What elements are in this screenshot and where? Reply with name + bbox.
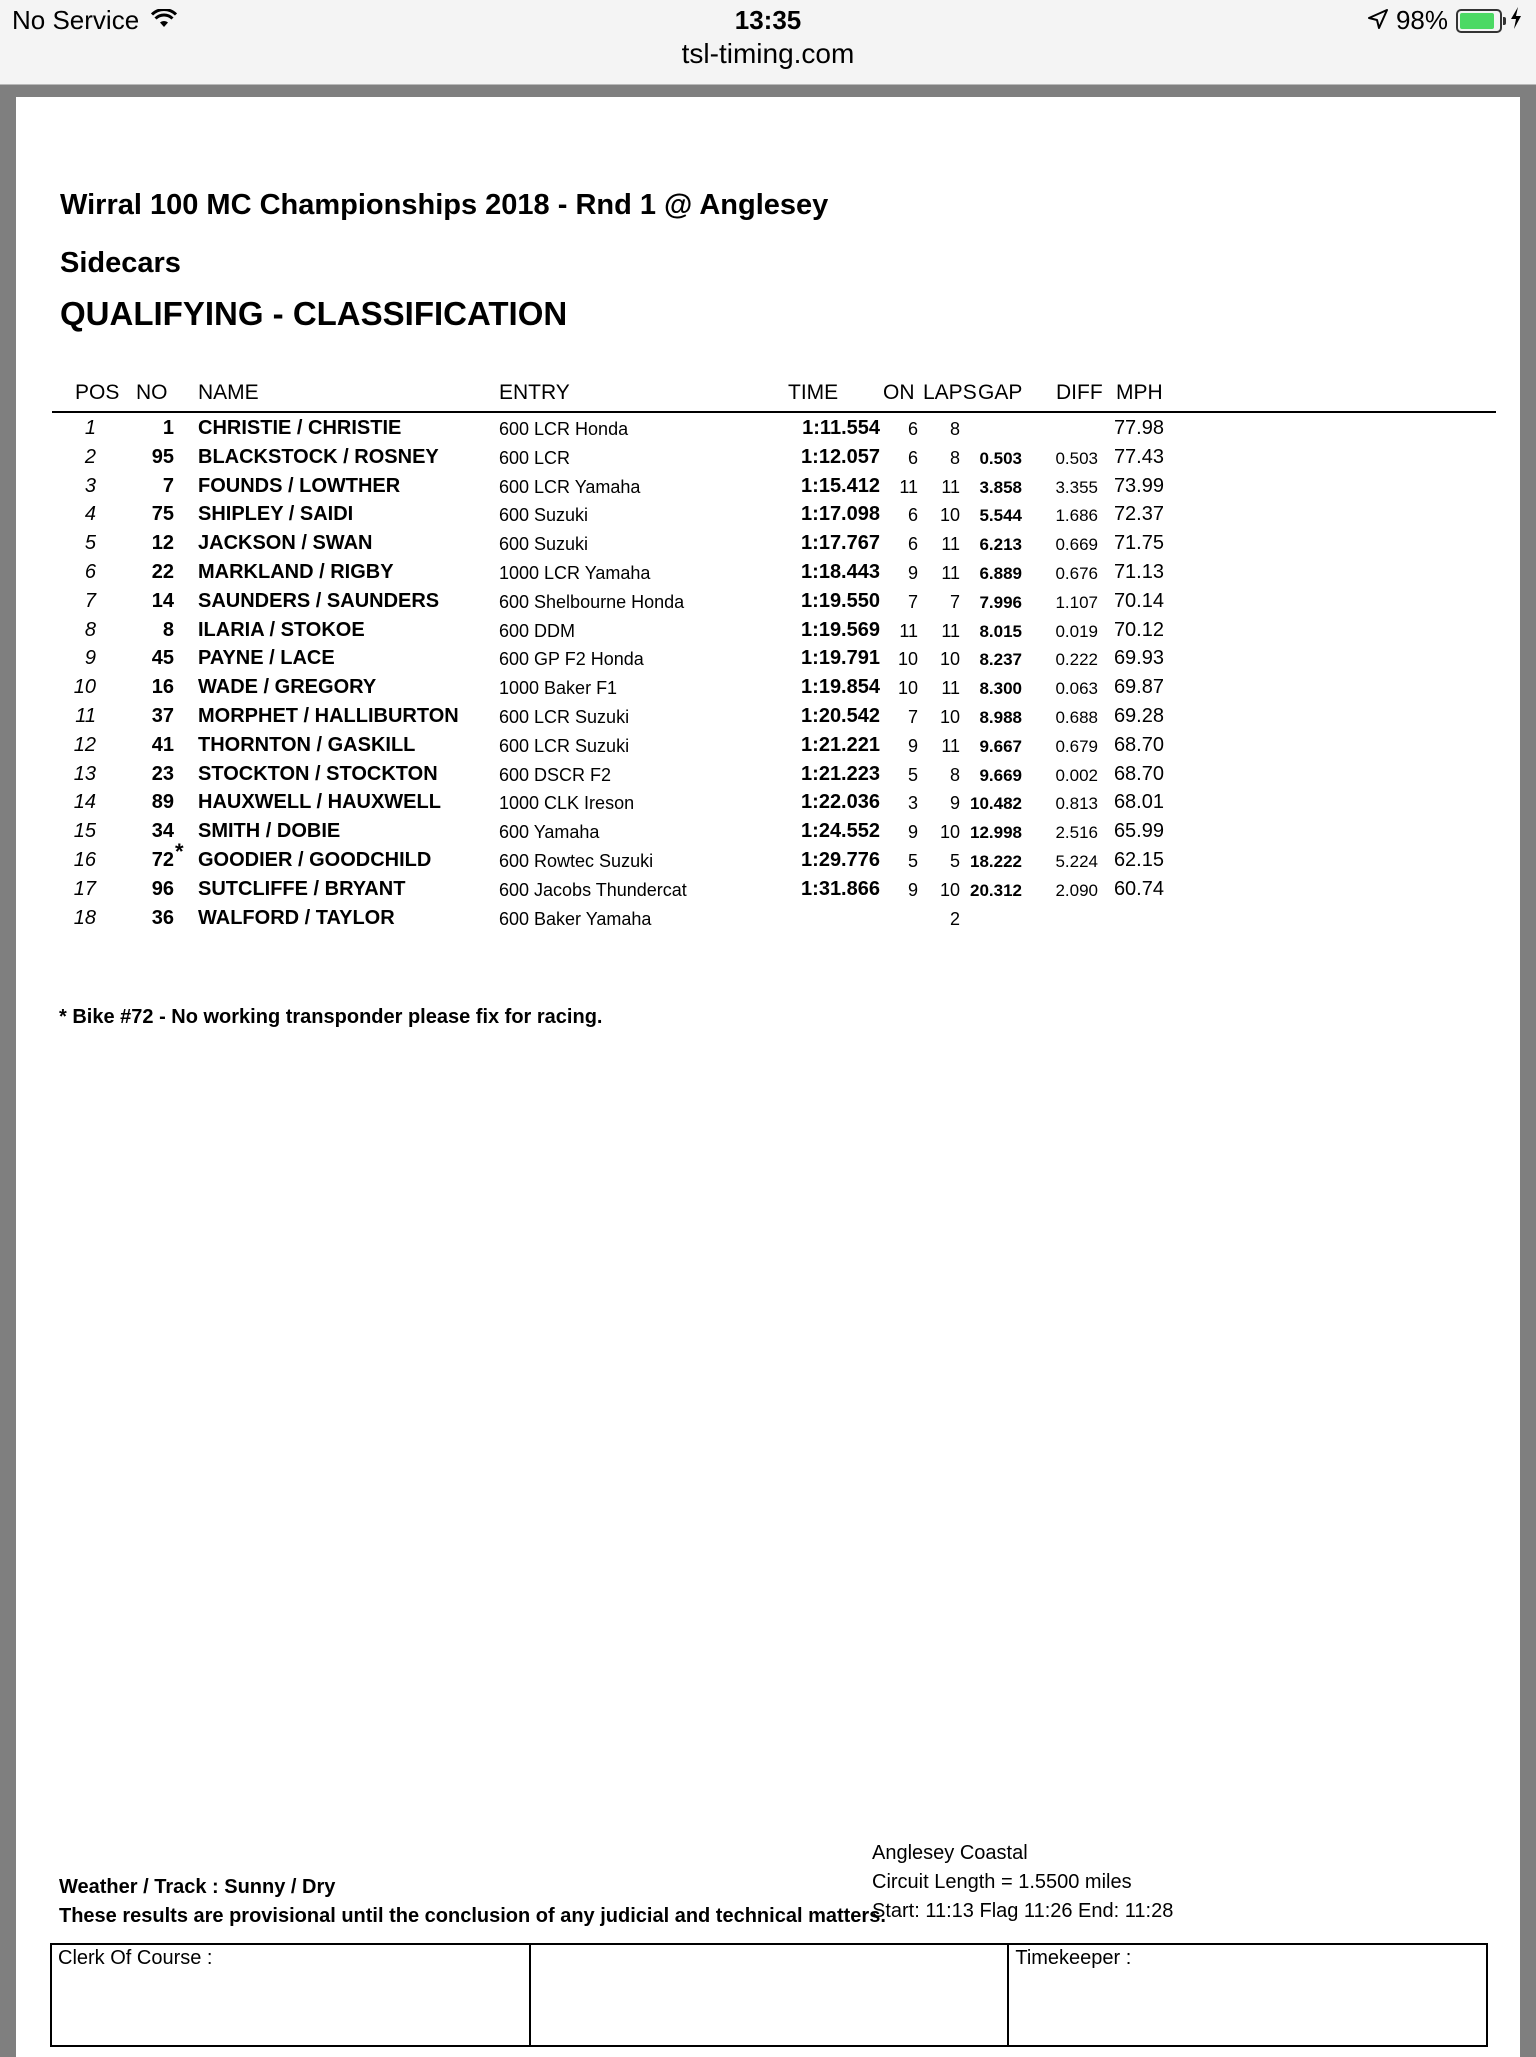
col-pos: POS bbox=[75, 381, 120, 404]
mph-cell: 68.70 bbox=[1113, 733, 1164, 756]
diff-cell: 0.676 bbox=[1055, 564, 1098, 583]
on-lap-cell: 11 bbox=[899, 620, 918, 641]
mph-cell: 69.87 bbox=[1113, 676, 1164, 699]
footnote: * Bike #72 - No working transponder please fix for racing. bbox=[59, 1006, 603, 1028]
entry-cell: 600 DSCR F2 bbox=[499, 764, 612, 785]
name-cell: SMITH / DOBIE bbox=[198, 820, 341, 843]
table-row bbox=[52, 876, 1496, 904]
laps-cell: 10 bbox=[939, 505, 960, 526]
time-cell: 1:18.443 bbox=[801, 561, 880, 583]
table-row bbox=[52, 818, 1496, 846]
entry-cell: 600 Suzuki bbox=[499, 505, 589, 526]
table-row bbox=[52, 645, 1496, 673]
number-cell: 36 bbox=[151, 906, 174, 929]
gap-cell: 12.998 bbox=[970, 823, 1022, 843]
col-on: ON bbox=[883, 381, 915, 404]
gap-cell: 10.482 bbox=[970, 794, 1022, 814]
table-row bbox=[52, 789, 1496, 817]
gap-cell: 18.222 bbox=[970, 852, 1022, 871]
laps-cell: 10 bbox=[939, 822, 960, 843]
table-row bbox=[52, 501, 1496, 529]
number-cell: 34 bbox=[151, 820, 174, 843]
charging-bolt-icon bbox=[1510, 5, 1522, 36]
number-cell: 89 bbox=[151, 791, 174, 814]
circuit-name: Anglesey Coastal bbox=[872, 1842, 1028, 1864]
name-cell: ILARIA / STOKOE bbox=[198, 618, 365, 641]
number-cell: 72 bbox=[151, 849, 174, 871]
name-cell: THORNTON / GASKILL bbox=[198, 733, 416, 756]
on-lap-cell: 6 bbox=[907, 534, 918, 555]
name-cell: BLACKSTOCK / ROSNEY bbox=[198, 445, 439, 468]
position-cell: 6 bbox=[84, 561, 96, 583]
position-cell: 2 bbox=[84, 445, 96, 468]
entry-cell: 600 DDM bbox=[499, 620, 576, 641]
name-cell: STOCKTON / STOCKTON bbox=[198, 762, 438, 785]
class-title: Sidecars bbox=[60, 247, 181, 279]
laps-cell: 11 bbox=[941, 476, 960, 497]
on-lap-cell: 6 bbox=[907, 505, 918, 526]
on-lap-cell: 5 bbox=[907, 851, 918, 871]
clerk-of-course-cell bbox=[52, 1945, 531, 2045]
gap-cell: 0.503 bbox=[979, 448, 1022, 468]
mph-cell: 69.28 bbox=[1113, 705, 1164, 727]
number-cell: 8 bbox=[162, 618, 174, 641]
name-cell: MORPHET / HALLIBURTON bbox=[198, 705, 459, 727]
diff-cell: 0.063 bbox=[1055, 679, 1098, 699]
event-title: Wirral 100 MC Championships 2018 - Rnd 1 @ Anglesey bbox=[60, 189, 829, 221]
position-cell: 9 bbox=[84, 647, 96, 670]
laps-cell: 10 bbox=[939, 649, 960, 670]
name-cell: SAUNDERS / SAUNDERS bbox=[198, 589, 440, 612]
laps-cell: 8 bbox=[949, 419, 960, 439]
entry-cell: 1000 LCR Yamaha bbox=[499, 563, 651, 583]
laps-cell: 7 bbox=[949, 591, 960, 612]
laps-cell: 11 bbox=[941, 735, 960, 756]
gap-cell: 9.667 bbox=[979, 736, 1022, 756]
position-cell: 4 bbox=[84, 503, 96, 526]
laps-cell: 8 bbox=[949, 447, 960, 468]
number-cell: 96 bbox=[151, 877, 174, 900]
position-cell: 17 bbox=[73, 877, 96, 900]
location-arrow-icon bbox=[1368, 5, 1388, 36]
on-lap-cell: 10 bbox=[897, 649, 918, 670]
laps-cell: 10 bbox=[939, 879, 960, 900]
entry-cell: 600 LCR Suzuki bbox=[499, 707, 630, 727]
col-gap: GAP bbox=[978, 381, 1023, 404]
time-cell: 1:19.791 bbox=[801, 647, 880, 670]
diff-cell: 5.224 bbox=[1055, 852, 1098, 871]
status-bar bbox=[0, 0, 1536, 85]
name-cell: SHIPLEY / SAIDI bbox=[198, 503, 354, 526]
diff-cell: 0.002 bbox=[1055, 765, 1098, 785]
time-cell: 1:19.550 bbox=[801, 589, 880, 612]
mph-cell: 69.93 bbox=[1113, 647, 1164, 670]
clock: 13:35 bbox=[734, 5, 802, 35]
diff-cell: 0.222 bbox=[1055, 650, 1098, 670]
mph-cell: 71.13 bbox=[1113, 561, 1164, 583]
time-cell: 1:21.223 bbox=[801, 762, 880, 785]
position-cell: 8 bbox=[84, 618, 96, 641]
mph-cell: 68.70 bbox=[1113, 762, 1164, 785]
table-row bbox=[52, 674, 1496, 702]
number-cell: 45 bbox=[151, 647, 174, 670]
position-cell: 3 bbox=[84, 474, 96, 497]
gap-cell: 20.312 bbox=[970, 880, 1022, 900]
name-cell: CHRISTIE / CHRISTIE bbox=[198, 417, 402, 439]
laps-cell: 11 bbox=[941, 563, 960, 583]
name-cell: WALFORD / TAYLOR bbox=[198, 906, 395, 929]
timekeeper-cell bbox=[1009, 1945, 1486, 2045]
number-cell: 23 bbox=[151, 762, 174, 785]
carrier-label: No Service bbox=[12, 5, 140, 35]
table-row bbox=[52, 473, 1496, 501]
number-cell: 22 bbox=[151, 561, 174, 583]
diff-cell: 0.669 bbox=[1055, 535, 1098, 555]
number-cell: 12 bbox=[151, 532, 174, 555]
entry-cell: 600 Yamaha bbox=[499, 822, 600, 843]
diff-cell: 0.019 bbox=[1055, 621, 1098, 641]
diff-cell: 0.679 bbox=[1055, 736, 1098, 756]
laps-cell: 11 bbox=[941, 534, 960, 555]
name-cell: SUTCLIFFE / BRYANT bbox=[198, 877, 406, 900]
mph-cell: 77.43 bbox=[1113, 445, 1164, 468]
table-row bbox=[52, 839, 1496, 875]
position-cell: 5 bbox=[84, 532, 96, 555]
gap-cell: 6.213 bbox=[979, 535, 1022, 555]
time-cell: 1:19.569 bbox=[801, 618, 880, 641]
col-mph: MPH bbox=[1116, 381, 1163, 404]
time-cell: 1:15.412 bbox=[801, 474, 880, 497]
session-times: Start: 11:13 Flag 11:26 End: 11:28 bbox=[872, 1900, 1174, 1922]
battery-percent: 98% bbox=[1395, 5, 1448, 35]
mph-cell: 68.01 bbox=[1113, 791, 1164, 814]
entry-cell: 600 Baker Yamaha bbox=[499, 908, 652, 929]
name-cell: GOODIER / GOODCHILD bbox=[198, 849, 432, 871]
time-cell: 1:31.866 bbox=[801, 877, 880, 900]
table-row bbox=[52, 905, 1496, 933]
diff-cell: 1.686 bbox=[1055, 506, 1098, 526]
session-title: QUALIFYING - CLASSIFICATION bbox=[60, 295, 568, 332]
on-lap-cell: 3 bbox=[907, 793, 918, 814]
on-lap-cell: 11 bbox=[899, 476, 918, 497]
entry-cell: 1000 CLK Ireson bbox=[499, 793, 635, 814]
mph-cell: 70.12 bbox=[1113, 618, 1164, 641]
name-cell: MARKLAND / RIGBY bbox=[198, 561, 394, 583]
time-cell: 1:17.767 bbox=[801, 532, 880, 555]
position-cell: 18 bbox=[73, 906, 96, 929]
table-header bbox=[52, 381, 1496, 413]
on-lap-cell: 7 bbox=[907, 707, 918, 727]
col-no: NO bbox=[136, 381, 168, 404]
entry-cell: 600 LCR Suzuki bbox=[499, 735, 630, 756]
note-marker: * bbox=[175, 839, 184, 864]
time-cell: 1:19.854 bbox=[801, 676, 880, 699]
number-cell: 14 bbox=[151, 589, 174, 612]
on-lap-cell: 7 bbox=[907, 591, 918, 612]
timekeeper-label: Timekeeper : bbox=[1015, 1947, 1132, 1969]
gap-cell: 3.858 bbox=[979, 477, 1022, 497]
table-row bbox=[52, 530, 1496, 558]
entry-cell: 600 LCR Honda bbox=[499, 419, 629, 439]
time-cell: 1:20.542 bbox=[801, 705, 880, 727]
position-cell: 15 bbox=[73, 820, 96, 843]
col-name: NAME bbox=[198, 381, 259, 404]
clerk-label: Clerk Of Course : bbox=[58, 1947, 213, 1969]
entry-cell: 600 LCR bbox=[499, 447, 571, 468]
diff-cell: 0.813 bbox=[1055, 794, 1098, 814]
position-cell: 14 bbox=[73, 791, 96, 814]
number-cell: 16 bbox=[151, 676, 174, 699]
on-lap-cell: 10 bbox=[897, 678, 918, 699]
table-row bbox=[52, 559, 1496, 587]
col-time: TIME bbox=[788, 381, 839, 404]
time-cell: 1:21.221 bbox=[801, 733, 880, 756]
on-lap-cell: 6 bbox=[907, 419, 918, 439]
on-lap-cell: 9 bbox=[907, 563, 918, 583]
position-cell: 7 bbox=[84, 589, 96, 612]
name-cell: HAUXWELL / HAUXWELL bbox=[198, 791, 441, 814]
gap-cell: 8.988 bbox=[979, 708, 1022, 727]
col-laps: LAPS bbox=[923, 381, 977, 404]
laps-cell: 2 bbox=[949, 908, 960, 929]
time-cell: 1:11.554 bbox=[802, 417, 880, 439]
laps-cell: 9 bbox=[949, 793, 960, 814]
col-diff: DIFF bbox=[1056, 381, 1103, 404]
circuit-info bbox=[872, 1839, 1173, 1926]
time-cell: 1:17.098 bbox=[801, 503, 880, 526]
entry-cell: 1000 Baker F1 bbox=[499, 678, 618, 699]
table-row bbox=[52, 444, 1496, 472]
status-right bbox=[1368, 5, 1522, 36]
mph-cell: 65.99 bbox=[1113, 820, 1164, 843]
laps-cell: 5 bbox=[949, 851, 960, 871]
on-lap-cell: 6 bbox=[907, 447, 918, 468]
laps-cell: 10 bbox=[939, 707, 960, 727]
circuit-length: Circuit Length = 1.5500 miles bbox=[872, 1871, 1132, 1893]
on-lap-cell: 9 bbox=[907, 822, 918, 843]
position-cell: 16 bbox=[73, 849, 96, 871]
mph-cell: 73.99 bbox=[1113, 474, 1164, 497]
diff-cell: 2.516 bbox=[1055, 823, 1098, 843]
table-row bbox=[52, 588, 1496, 616]
entry-cell: 600 Jacobs Thundercat bbox=[499, 879, 687, 900]
gap-cell: 8.300 bbox=[979, 679, 1022, 699]
laps-cell: 11 bbox=[941, 678, 960, 699]
position-cell: 12 bbox=[73, 733, 96, 756]
gap-cell: 7.996 bbox=[979, 592, 1022, 612]
mph-cell: 70.14 bbox=[1113, 589, 1164, 612]
gap-cell: 9.669 bbox=[979, 765, 1022, 785]
diff-cell: 2.090 bbox=[1055, 880, 1098, 900]
results-document bbox=[16, 97, 1520, 2057]
time-cell: 1:24.552 bbox=[801, 820, 880, 843]
number-cell: 1 bbox=[162, 417, 174, 439]
entry-cell: 600 Rowtec Suzuki bbox=[499, 851, 654, 871]
url-bar[interactable]: tsl-timing.com bbox=[681, 38, 855, 69]
mph-cell: 62.15 bbox=[1113, 849, 1164, 871]
on-lap-cell: 9 bbox=[907, 879, 918, 900]
gap-cell: 8.015 bbox=[979, 621, 1022, 641]
number-cell: 37 bbox=[151, 705, 174, 727]
time-cell: 1:22.036 bbox=[801, 791, 880, 814]
entry-cell: 600 Shelbourne Honda bbox=[499, 591, 685, 612]
provisional-notice: These results are provisional until the conclusion of any judicial and technical matters. bbox=[59, 1905, 886, 1927]
signature-box bbox=[50, 1943, 1488, 2047]
mph-cell: 72.37 bbox=[1113, 503, 1164, 526]
time-cell: 1:29.776 bbox=[801, 849, 880, 871]
diff-cell: 3.355 bbox=[1055, 477, 1098, 497]
weather-track: Weather / Track : Sunny / Dry bbox=[59, 1876, 336, 1898]
laps-cell: 8 bbox=[949, 764, 960, 785]
time-cell: 1:12.057 bbox=[801, 445, 880, 468]
table-row bbox=[52, 415, 1496, 443]
diff-cell: 1.107 bbox=[1055, 592, 1098, 612]
position-cell: 1 bbox=[84, 417, 96, 439]
diff-cell: 0.688 bbox=[1055, 708, 1098, 727]
entry-cell: 600 LCR Yamaha bbox=[499, 476, 641, 497]
entry-cell: 600 Suzuki bbox=[499, 534, 589, 555]
battery-icon bbox=[1456, 9, 1502, 33]
laps-cell: 11 bbox=[941, 620, 960, 641]
on-lap-cell: 5 bbox=[907, 764, 918, 785]
table-row bbox=[52, 732, 1496, 760]
number-cell: 7 bbox=[162, 474, 174, 497]
name-cell: JACKSON / SWAN bbox=[198, 532, 373, 555]
mph-cell: 71.75 bbox=[1113, 532, 1164, 555]
position-cell: 13 bbox=[73, 762, 96, 785]
middle-signature-cell bbox=[531, 1945, 1010, 2045]
name-cell: PAYNE / LACE bbox=[198, 647, 335, 670]
number-cell: 75 bbox=[151, 503, 174, 526]
diff-cell: 0.503 bbox=[1055, 448, 1098, 468]
name-cell: WADE / GREGORY bbox=[198, 676, 377, 699]
table-row bbox=[52, 703, 1496, 731]
position-cell: 10 bbox=[73, 676, 96, 699]
mph-cell: 60.74 bbox=[1113, 877, 1164, 900]
position-cell: 11 bbox=[75, 705, 96, 727]
number-cell: 41 bbox=[151, 733, 174, 756]
col-entry: ENTRY bbox=[499, 381, 570, 404]
mph-cell: 77.98 bbox=[1113, 417, 1164, 439]
table-row bbox=[52, 761, 1496, 789]
gap-cell: 8.237 bbox=[979, 650, 1022, 670]
number-cell: 95 bbox=[151, 445, 174, 468]
gap-cell: 6.889 bbox=[979, 564, 1022, 583]
name-cell: FOUNDS / LOWTHER bbox=[198, 474, 401, 497]
on-lap-cell: 9 bbox=[907, 735, 918, 756]
gap-cell: 5.544 bbox=[979, 506, 1022, 526]
table-row bbox=[52, 617, 1496, 645]
entry-cell: 600 GP F2 Honda bbox=[499, 649, 644, 670]
